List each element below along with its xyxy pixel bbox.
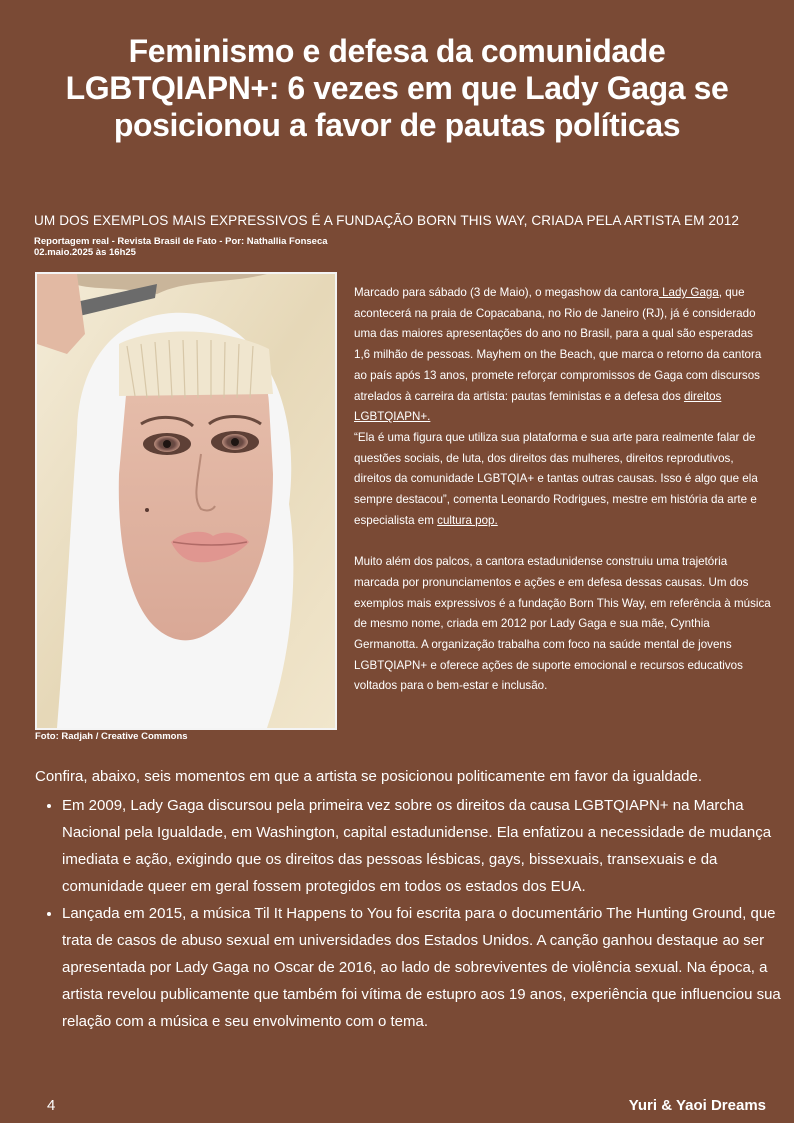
body-text: “Ela é uma figura que utiliza sua plataforma e sua arte para realmente falar de questões sociais, de luta, dos direitos das mulheres, direitos reprodutivos, direitos da comunidade LGBTQIA+ e tantas outras causas. Isso é algo que ela sempre destacou”, comenta Leonardo Rodrigues, mestre em história da arte e especialista em bbox=[354, 430, 758, 527]
paragraph-gap bbox=[354, 531, 772, 552]
byline-credit: Reportagem real - Revista Brasil de Fato - Por: Nathallia Fonseca bbox=[34, 236, 328, 247]
byline-date: 02.maio.2025 às 16h25 bbox=[34, 247, 136, 258]
lady-gaga-link[interactable]: Lady Gaga bbox=[658, 286, 719, 299]
byline bbox=[34, 236, 434, 258]
cultura-pop-link[interactable]: cultura pop. bbox=[437, 513, 498, 527]
list-intro: Confira, abaixo, seis momentos em que a artista se posicionou politicamente em favor da igualdade. bbox=[35, 768, 703, 785]
magazine-brand: Yuri & Yaoi Dreams bbox=[628, 1097, 766, 1114]
article-title: Feminismo e defesa da comunidade LGBTQIAPN+: 6 vezes em que Lady Gaga se posicionou a favor de pautas políticas bbox=[65, 33, 729, 143]
body-paragraph-3: Muito além dos palcos, a cantora estadunidense construiu uma trajetória marcada por pronunciamentos e ações e em defesa dessas causas. Um dos exemplos mais expressivos é a fundação Born This Way, em referência à música de mesmo nome, criada em 2012 por Lady Gaga e sua mãe, Cynthia Germanotta. A organização trabalha com foco na saúde mental de jovens LGBTQIAPN+ e oferece ações de suporte emocional e recursos educativos voltados para o bem-estar e inclusão. bbox=[354, 555, 771, 693]
body-paragraph-1 bbox=[354, 283, 772, 428]
body-paragraph-2 bbox=[354, 428, 772, 532]
moments-list bbox=[35, 792, 792, 1035]
page-number: 4 bbox=[47, 1097, 56, 1114]
direitos-link[interactable]: direitos LGBTQIAPN+. bbox=[354, 389, 722, 424]
article-subtitle: UM DOS EXEMPLOS MAIS EXPRESSIVOS É A FUNDAÇÃO BORN THIS WAY, CRIADA PELA ARTISTA EM 2012 bbox=[34, 213, 740, 228]
photo-caption: Foto: Radjah / Creative Commons bbox=[35, 731, 188, 742]
article-body bbox=[354, 283, 772, 697]
list-item: • Lançada em 2015, a música Til It Happens to You foi escrita para o documentário The Hunting Ground, que trata de casos de abuso sexual em universidades dos Estados Unidos. A canção ganhou destaque ao ser apresentada por Lady Gaga no Oscar de 2016, ao lado de sobreviventes de violência sexual. Na época, a artista revelou publicamente que também foi vítima de estupro aos 19 anos, experiência que influenciou sua relação com a música e seu envolvimento com o tema. bbox=[62, 900, 792, 1035]
body-text: Marcado para sábado (3 de Maio), o megashow da cantora bbox=[354, 286, 659, 299]
portrait-illustration bbox=[37, 274, 335, 728]
body-text: , que acontecerá na praia de Copacabana, no Rio de Janeiro (RJ), já é considerado uma das maiores apresentações do ano no Brasil, para a qual são esperadas 1,6 milhão de pessoas. Mayhem on the Beach, que marca o retorno da cantora ao país após 13 anos, promete reforçar compromissos de Gaga com discursos atrelados à carreira da artista: pautas feministas e a defesa dos bbox=[354, 286, 762, 403]
list-item: • Em 2009, Lady Gaga discursou pela primeira vez sobre os direitos da causa LGBTQIAPN+ na Marcha Nacional pela Igualdade, em Washington, capital estadunidense. Ela enfatizou a necessidade de mudança imediata e ação, exigindo que os direitos das pessoas lésbicas, gays, bissexuais, transexuais e da comunidade queer em geral fossem protegidos em todos os estados dos EUA. bbox=[62, 792, 792, 900]
portrait-photo bbox=[35, 272, 337, 730]
